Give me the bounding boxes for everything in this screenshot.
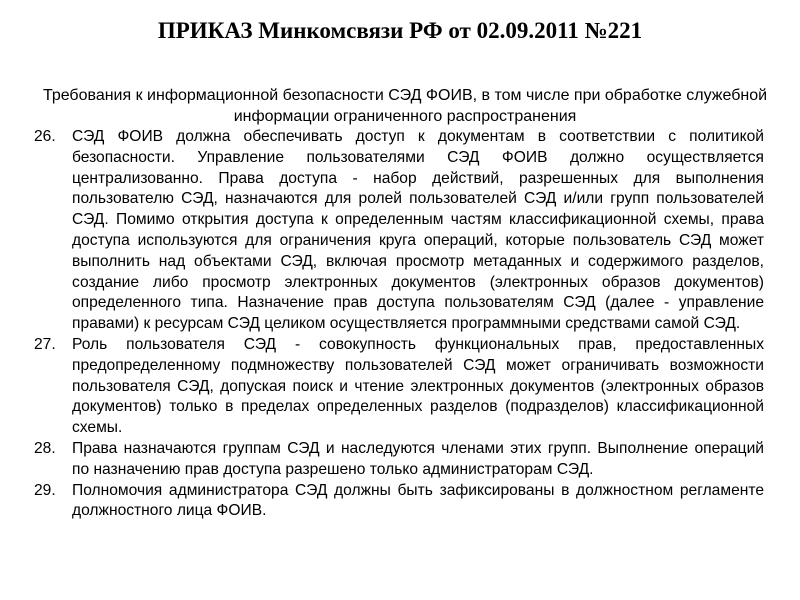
item-number: 26. <box>34 128 56 145</box>
item-number: 29. <box>34 481 56 499</box>
list-item-27 <box>34 335 764 439</box>
requirements-list <box>34 127 764 522</box>
section-subtitle: Требования к информационной безопасности СЭД ФОИВ, в том числе при обработке служебной информации ограниченного распространения <box>42 87 768 125</box>
list-item-29 <box>34 481 764 523</box>
item-text: СЭД ФОИВ должна обеспечивать доступ к документам в соответствии с политикой безопасности. Управление пользователями СЭД ФОИВ должно осуществляется централизованно. Права доступа - набор действий, разрешенных для выполнения пользователю СЭД, назначаются для ролей пользователей СЭД и/или групп пользователей СЭД. Помимо открытия доступа к определенным частям классификационной схемы, права доступа используются для ограничения круга операций, которые пользователь СЭД может выполнить над объектами СЭД, включая просмотр метаданных и содержимого разделов, создание либо просмотр электронных документов (электронных образов документов) определенного типа. Назначение прав доступа пользователям СЭД (далее - управление правами) к ресурсам СЭД целиком осуществляется программными средствами самой СЭД. <box>72 128 764 333</box>
list-item-26 <box>34 127 764 335</box>
item-number: 27. <box>34 335 56 353</box>
item-number: 28. <box>34 439 56 457</box>
item-text: Роль пользователя СЭД - совокупность функциональных прав, предоставленных предопределенному подмножеству пользователей СЭД может ограничивать возможности пользователя СЭД, допуская поиск и чтение электронных документов (электронных образов документов) только в пределах определенных разделов (подразделов) классификационной схемы. <box>72 335 764 437</box>
item-text: Полномочия администратора СЭД должны быть зафиксированы в должностном регламенте должностного лица ФОИВ. <box>72 481 764 520</box>
item-text: Права назначаются группам СЭД и наследуются членами этих групп. Выполнение операций по назначению прав доступа разрешено только администраторам СЭД. <box>72 439 764 478</box>
page-title: ПРИКАЗ Минкомсвязи РФ от 02.09.2011 №221 <box>157 18 643 43</box>
list-item-28 <box>34 439 764 481</box>
